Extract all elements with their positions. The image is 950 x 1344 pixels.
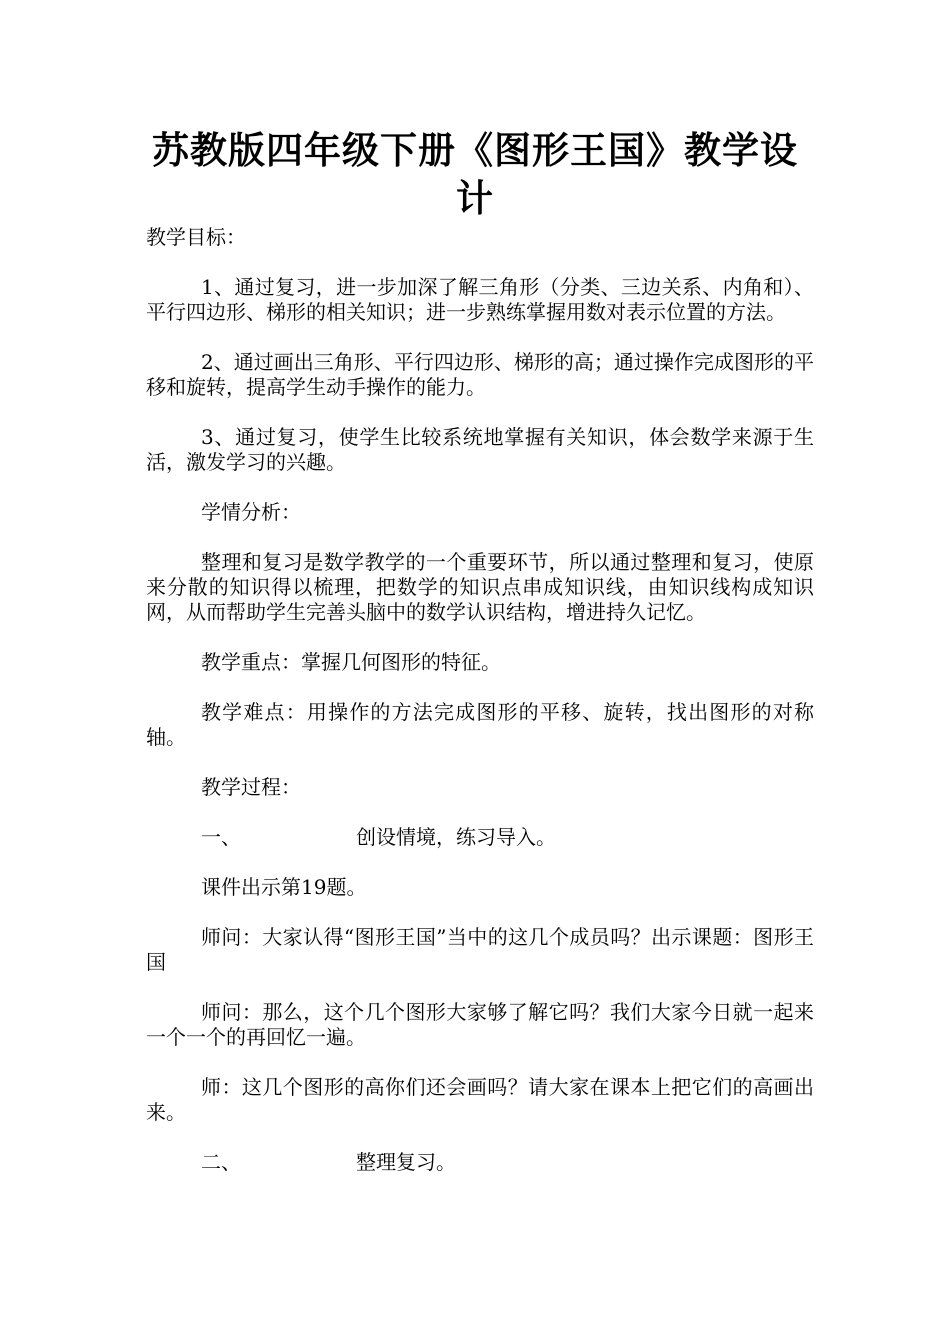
step-2-number: 二、 (201, 1150, 241, 1174)
teacher-question-1: 师问：大家认得“图形王国”当中的这几个成员吗？出示课题：图形王国 (146, 925, 814, 974)
document-body (146, 225, 814, 1200)
objective-3: 3、通过复习，使学生比较系统地掌握有关知识，体会数学来源于生活，激发学习的兴趣。 (146, 425, 814, 474)
step-1-number: 一、 (201, 825, 241, 849)
objective-1: 1、通过复习，进一步加深了解三角形（分类、三边关系、内角和）、平行四边形、梯形的相关知识；进一步熟练掌握用数对表示位置的方法。 (146, 275, 814, 324)
objectives-label: 教学目标： (146, 225, 246, 249)
analysis-text: 整理和复习是数学教学的一个重要环节，所以通过整理和复习，使原来分散的知识得以梳理，把数学的知识点串成知识线，由知识线构成知识网，从而帮助学生完善头脑中的数学认识结构，增进持久记忆。 (146, 550, 814, 624)
document-title: 苏教版四年级下册《图形王国》教学设计 (152, 129, 798, 220)
step-1-heading (146, 825, 814, 850)
step-2-heading (146, 1150, 814, 1175)
objective-2: 2、通过画出三角形、平行四边形、梯形的高；通过操作完成图形的平移和旋转，提高学生动手操作的能力。 (146, 350, 814, 399)
difficulty: 教学难点：用操作的方法完成图形的平移、旋转，找出图形的对称轴。 (146, 700, 814, 749)
teacher-question-2: 师问：那么，这个几个图形大家够了解它吗？我们大家今日就一起来一个一个的再回忆一遍。 (146, 1000, 814, 1049)
courseware-note: 课件出示第19题。 (201, 875, 367, 899)
step-1-title: 创设情境，练习导入。 (356, 825, 556, 849)
step-2-title: 整理复习。 (356, 1150, 456, 1174)
teacher-question-3: 师：这几个图形的高你们还会画吗？请大家在课本上把它们的高画出来。 (146, 1075, 814, 1124)
analysis-label: 学情分析： (201, 500, 301, 524)
process-label: 教学过程： (201, 775, 301, 799)
key-point: 教学重点：掌握几何图形的特征。 (201, 650, 501, 674)
